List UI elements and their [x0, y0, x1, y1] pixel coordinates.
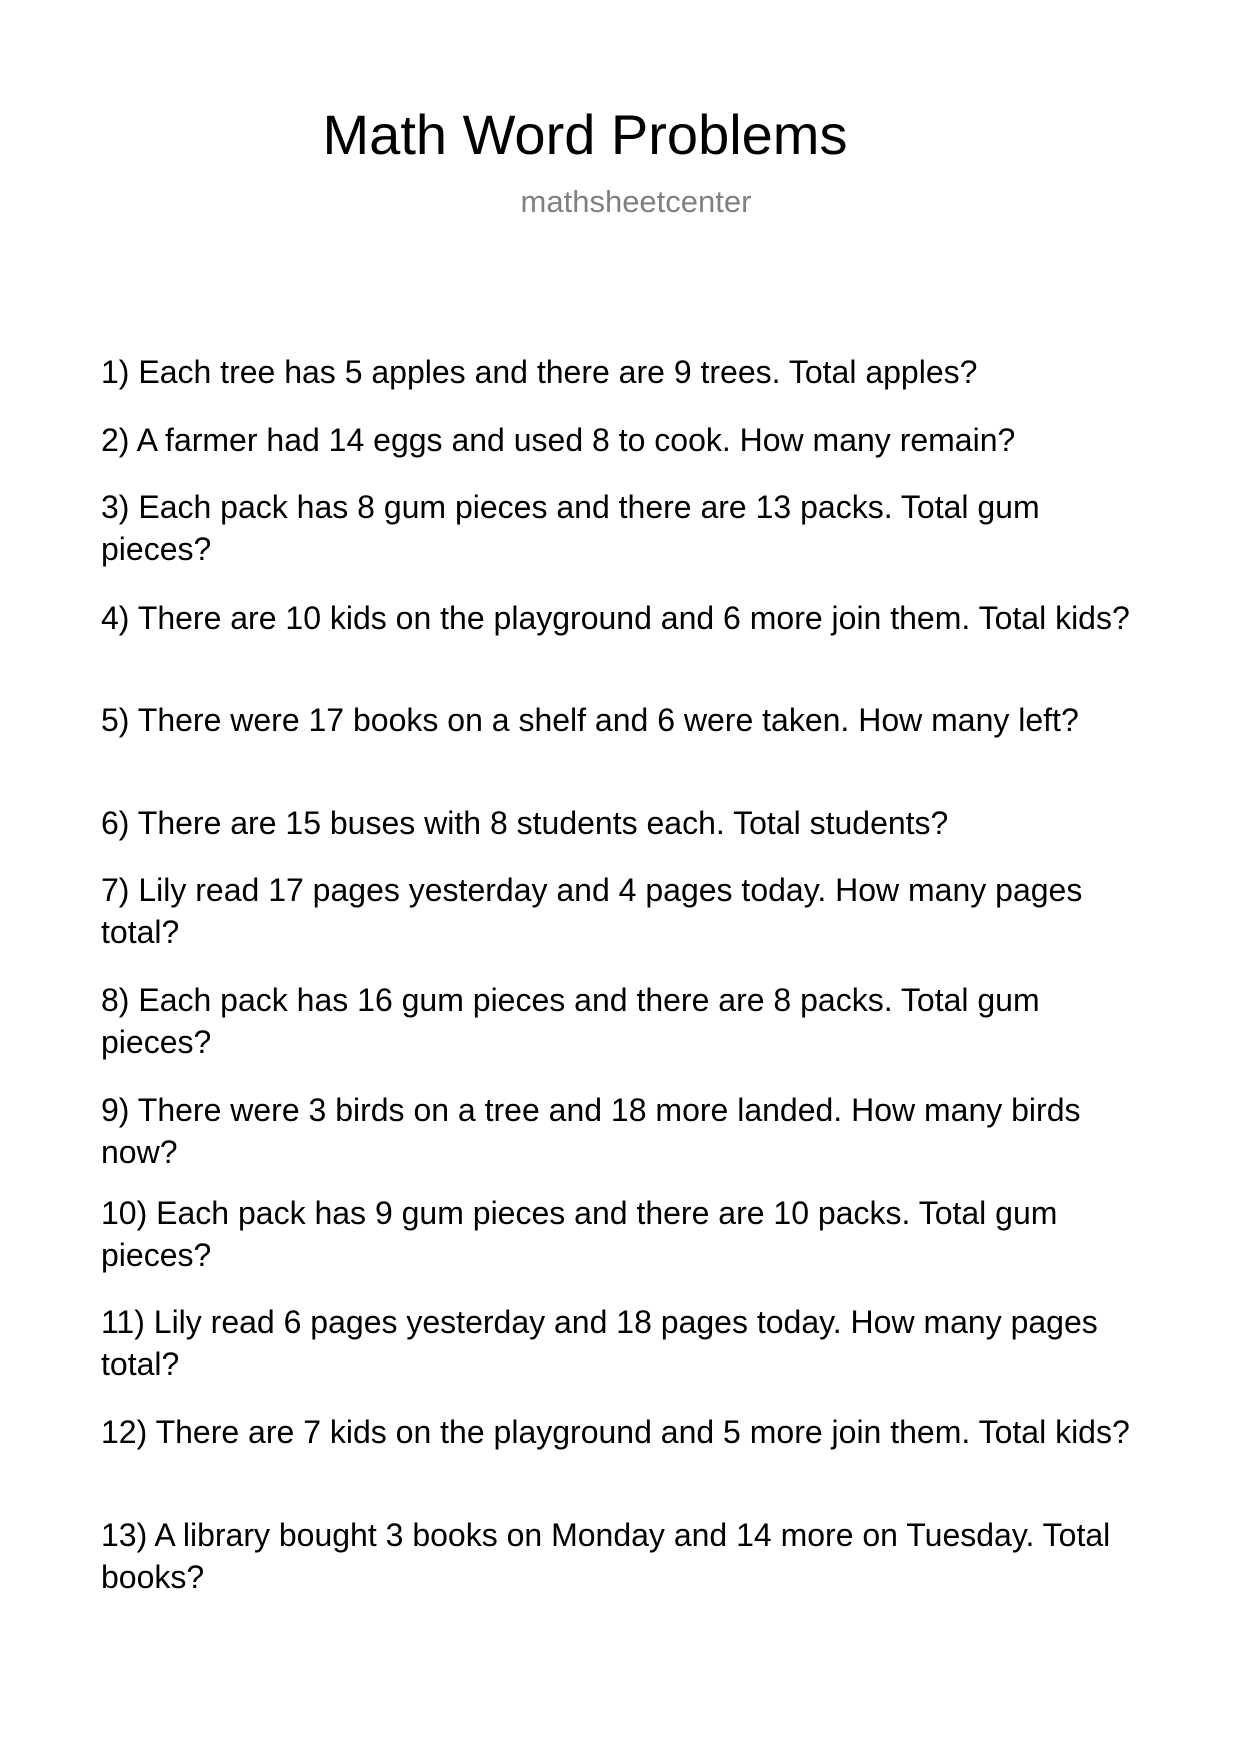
problem-13: 13) A library bought 3 books on Monday and 14 more on Tuesday. Total books?	[101, 1517, 1111, 1595]
problem-6: 6) There are 15 buses with 8 students each. Total students?	[101, 805, 949, 841]
problem-8: 8) Each pack has 16 gum pieces and there are 8 packs. Total gum pieces?	[101, 982, 1040, 1060]
problem-9: 9) There were 3 birds on a tree and 18 more landed. How many birds now?	[101, 1092, 1081, 1170]
problem-1: 1) Each tree has 5 apples and there are 9 trees. Total apples?	[101, 354, 978, 390]
problem-3: 3) Each pack has 8 gum pieces and there are 13 packs. Total gum pieces?	[101, 489, 1040, 567]
problem-2: 2) A farmer had 14 eggs and used 8 to cook. How many remain?	[101, 422, 1016, 458]
problem-5: 5) There were 17 books on a shelf and 6 were taken. How many left?	[101, 702, 1079, 738]
problem-11: 11) Lily read 6 pages yesterday and 18 pages today. How many pages total?	[101, 1304, 1098, 1382]
problem-4: 4) There are 10 kids on the playground and 6 more join them. Total kids?	[101, 600, 1130, 636]
problem-10: 10) Each pack has 9 gum pieces and there are 10 packs. Total gum pieces?	[101, 1195, 1058, 1273]
problem-12: 12) There are 7 kids on the playground and 5 more join them. Total kids?	[101, 1414, 1130, 1450]
problem-7: 7) Lily read 17 pages yesterday and 4 pages today. How many pages total?	[101, 872, 1083, 950]
subtitle: mathsheetcenter	[520, 184, 752, 219]
page-title: Math Word Problems	[322, 103, 848, 166]
